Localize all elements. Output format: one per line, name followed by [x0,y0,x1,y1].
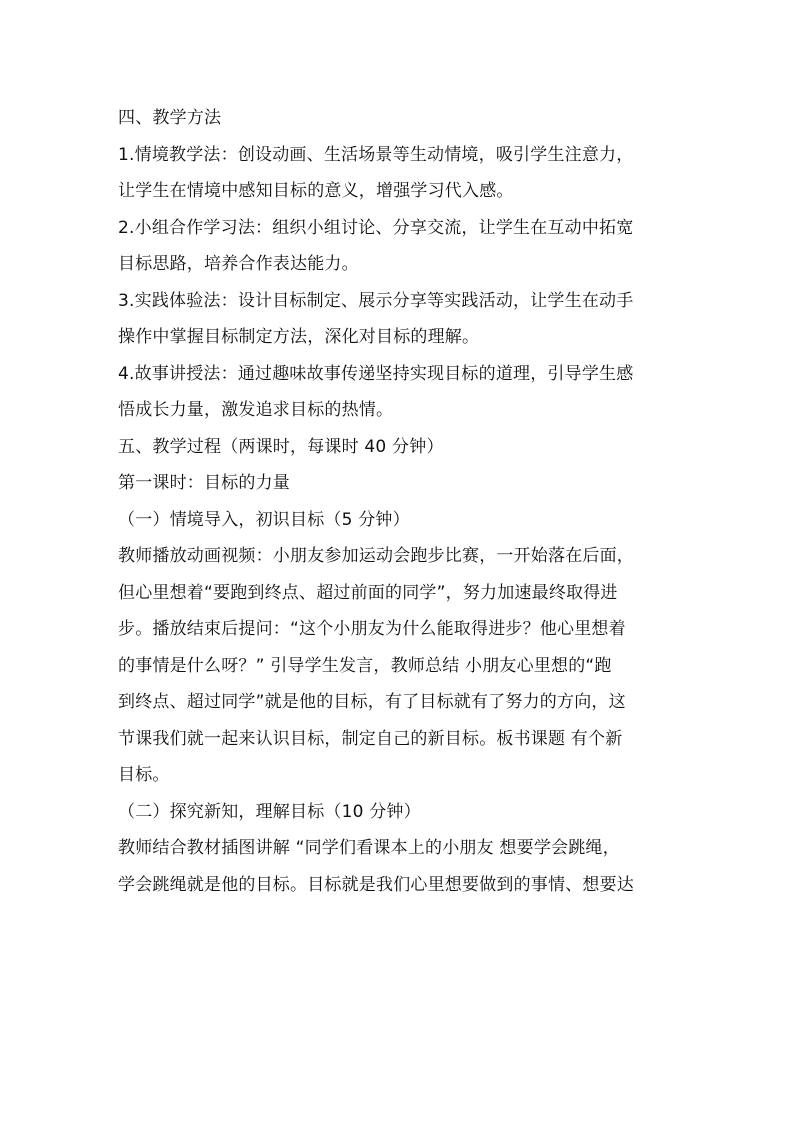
method-3-line-1: 3.实践体验法：设计目标制定、展示分享等实践活动，让学生在动手 [118,290,634,311]
section-heading-teaching-process: 五、教学过程（两课时，每课时 40 分钟） [118,436,444,457]
paragraph-line: 目标。 [118,765,170,785]
paragraph-line: 但心里想着“要跑到终点、超过前面的同学”，努力加速最终取得进 [118,582,618,603]
section-heading-teaching-methods: 四、教学方法 [118,108,222,128]
method-1-line-2: 让学生在情境中感知目标的意义，增强学习代入感。 [118,181,514,201]
subsection-heading-2: （二）探究新知，理解目标（10 分钟） [118,801,421,822]
method-1-line-1: 1.情境教学法：创设动画、生活场景等生动情境，吸引学生注意力， [118,144,634,165]
lesson-1-title: 第一课时：目标的力量 [118,473,290,493]
paragraph-line: 学会跳绳就是他的目标。目标就是我们心里想要做到的事情、想要达 [118,874,634,895]
document-body [118,100,688,903]
paragraph-line: 节课我们就一起来认识目标，制定自己的新目标。板书课题 有个新 [118,728,623,749]
paragraph-line: 到终点、超过同学”就是他的目标，有了目标就有了努力的方向，这 [118,692,626,712]
method-3-line-2: 操作中掌握目标制定方法，深化对目标的理解。 [118,327,480,347]
method-4-line-2: 悟成长力量，激发追求目标的热情。 [118,400,394,420]
method-2-line-1: 2.小组合作学习法：组织小组讨论、分享交流，让学生在互动中拓宽 [118,217,634,238]
method-2-line-2: 目标思路，培养合作表达能力。 [118,254,359,274]
paragraph-line: 教师结合教材插图讲解 “同学们看课本上的小朋友 想要学会跳绳， [118,838,620,858]
method-4-line-1: 4.故事讲授法：通过趣味故事传递坚持实现目标的道理，引导学生感 [118,363,634,384]
paragraph-line: 教师播放动画视频：小朋友参加运动会跑步比赛，一开始落在后面， [118,546,634,566]
subsection-heading-1: （一）情境导入，初识目标（5 分钟） [118,509,410,530]
paragraph-line: 的事情是什么呀？” 引导学生发言，教师总结 小朋友心里想的“跑 [118,655,612,676]
paragraph-line: 步。播放结束后提问：“这个小朋友为什么能取得进步？他心里想着 [118,619,626,639]
